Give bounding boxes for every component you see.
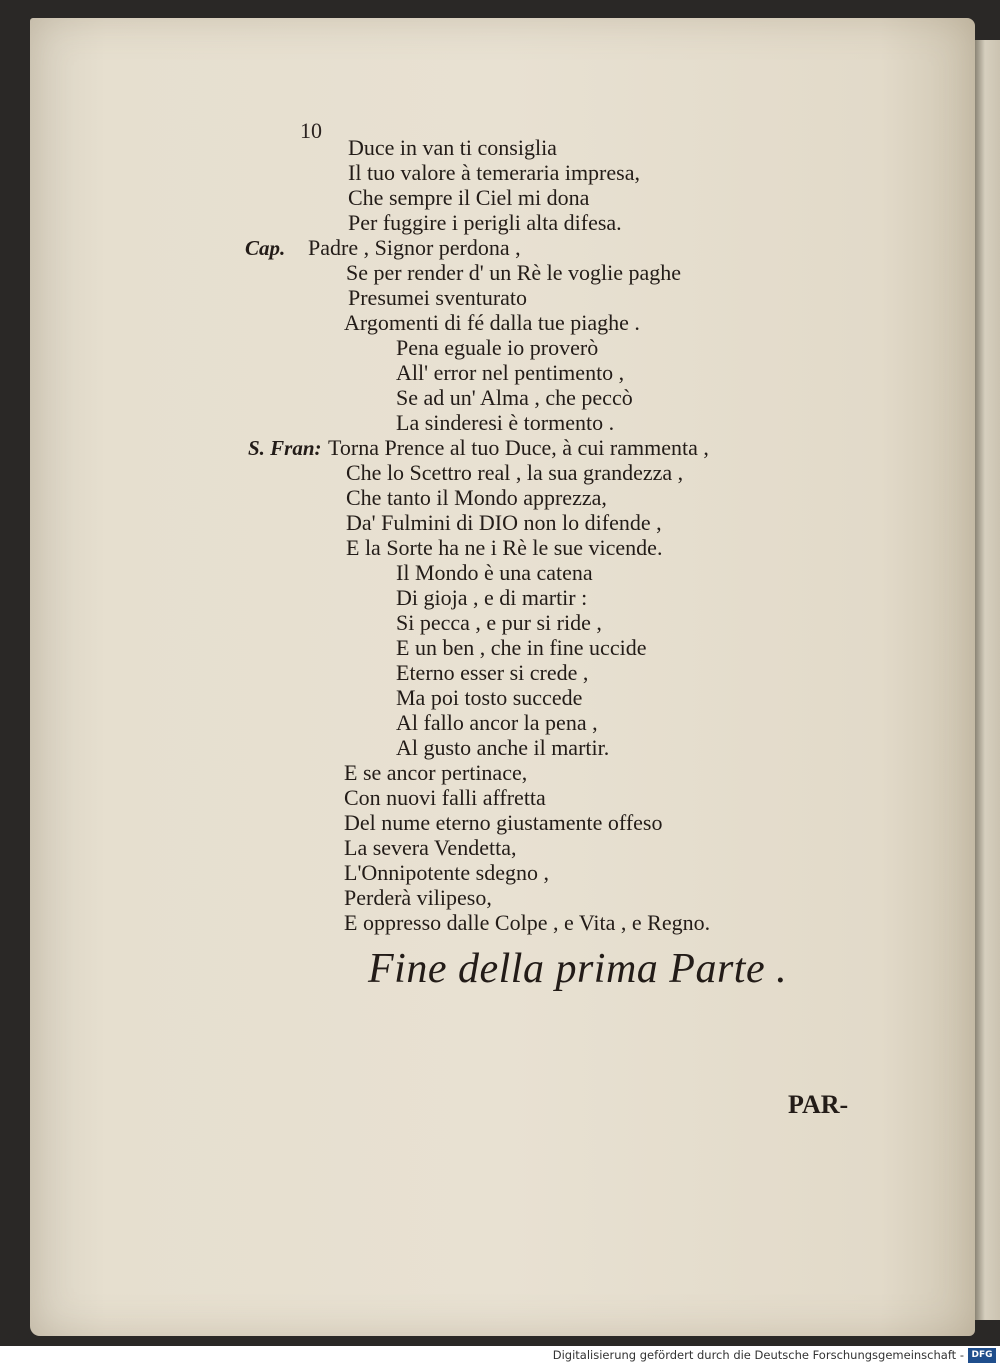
verse-line: Al gusto anche il martir. — [396, 735, 610, 760]
verse-line: Per fuggire i perigli alta difesa. — [348, 210, 622, 235]
verse-line: Del nume eterno giustamente offeso — [344, 810, 663, 835]
verse-line: Duce in van ti consiglia — [348, 135, 557, 160]
verse-line: E la Sorte ha ne i Rè le sue vicende. — [346, 535, 663, 560]
verse-line: Il tuo valore à temeraria impresa, — [348, 160, 640, 185]
footer-credit: Digitalisierung gefördert durch die Deutsche Forschungsgemeinschaft - — [552, 1348, 964, 1362]
catchword: PAR- — [788, 1090, 849, 1119]
verse-line: Di gioja , e di martir : — [396, 585, 588, 610]
verse-line: Al fallo ancor la pena , — [396, 710, 598, 735]
speaker-cap: Cap. — [245, 236, 286, 260]
end-of-part-heading: Fine della prima Parte . — [368, 946, 788, 992]
verse-line: Padre , Signor perdona , — [308, 235, 521, 260]
verse-line: Si pecca , e pur si ride , — [396, 610, 602, 635]
verse-line: Che sempre il Ciel mi dona — [348, 185, 590, 210]
verse-line: La severa Vendetta, — [344, 835, 517, 860]
dfg-logo: DFG — [968, 1348, 996, 1363]
verse-line: E oppresso dalle Colpe , e Vita , e Regno. — [344, 910, 711, 935]
page-number: 10 — [300, 118, 322, 143]
verse-line: Con nuovi falli affretta — [344, 785, 546, 810]
verse-line: Che lo Scettro real , la sua grandezza , — [346, 460, 684, 485]
verse-line: Pena eguale io proverò — [396, 335, 599, 360]
verse-line: Se per render d' un Rè le voglie paghe — [346, 260, 682, 285]
verse-line: E se ancor pertinace, — [344, 760, 528, 785]
verse-line: Che tanto il Mondo apprezza, — [346, 485, 607, 510]
verse-line: Presumei sventurato — [348, 285, 528, 310]
verse-line: Da' Fulmini di DIO non lo difende , — [346, 510, 662, 535]
book-page — [30, 18, 975, 1336]
verse-line: Se ad un' Alma , che peccò — [396, 385, 633, 410]
verse-line: Torna Prence al tuo Duce, à cui rammenta , — [328, 435, 709, 460]
verse-line: E un ben , che in fine uccide — [396, 635, 647, 660]
verse-line: Perderà vilipeso, — [344, 885, 492, 910]
verse-line: L'Onnipotente sdegno , — [344, 860, 549, 885]
verse-line: Il Mondo è una catena — [396, 560, 593, 585]
verse-line: La sinderesi è tormento . — [396, 410, 615, 435]
facing-page-edge — [975, 40, 1000, 1320]
verse-line: All' error nel pentimento , — [396, 360, 625, 385]
verse-line: Argomenti di fé dalla tue piaghe . — [344, 310, 640, 335]
verse-line: Ma poi tosto succede — [396, 685, 583, 710]
speaker-fran: S. Fran: — [248, 436, 322, 460]
digitization-footer — [0, 1346, 1000, 1366]
verse-line: Eterno esser si crede , — [396, 660, 589, 685]
